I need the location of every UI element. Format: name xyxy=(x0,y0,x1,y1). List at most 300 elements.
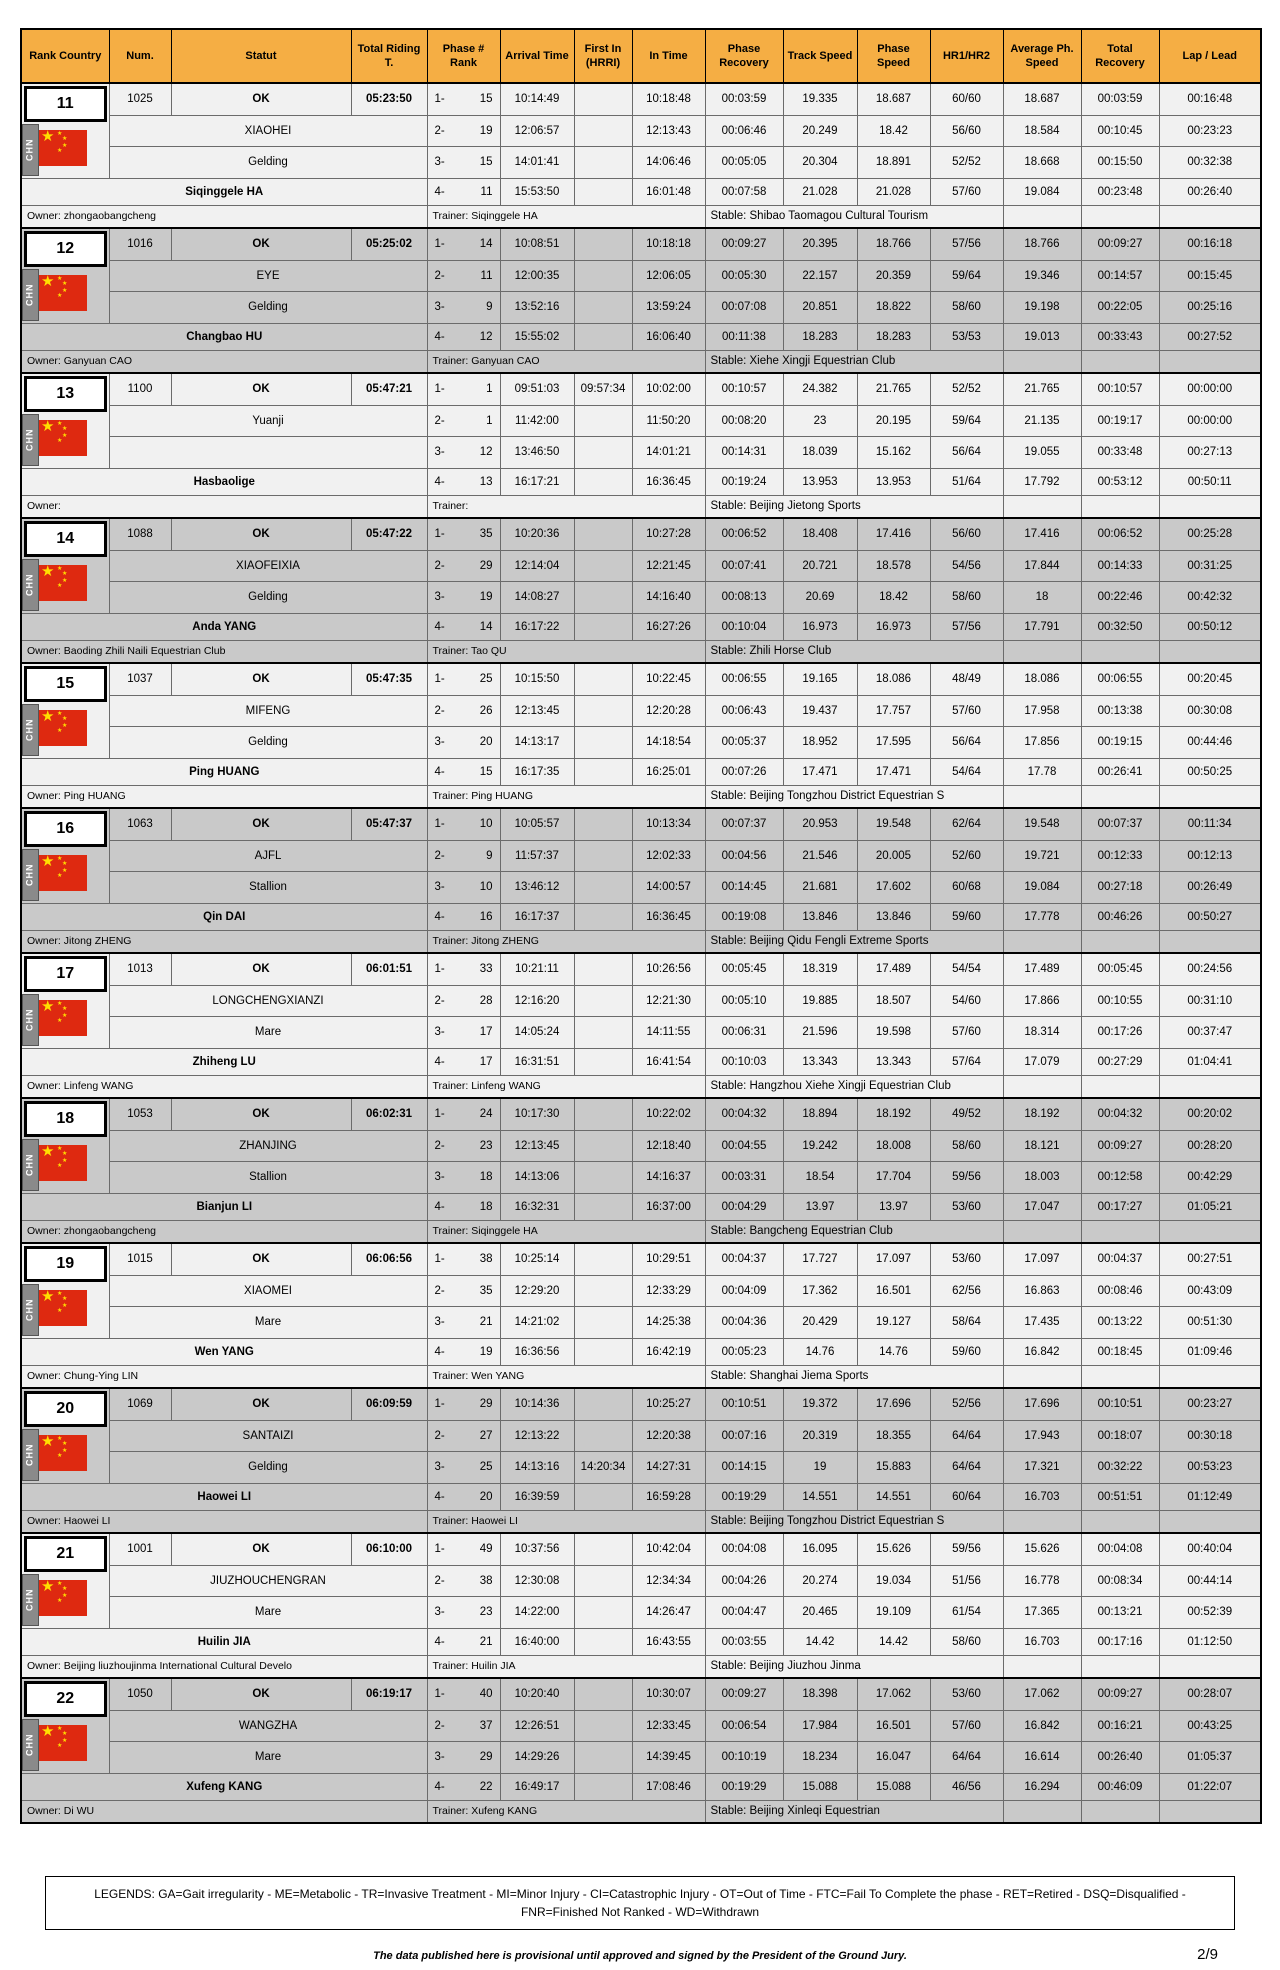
phase-rank: 19 xyxy=(479,1345,493,1358)
horse-gender-cell: Mare xyxy=(109,1597,427,1629)
arrival-time-cell: 10:21:11 xyxy=(500,953,574,985)
total-recovery-cell: 00:27:18 xyxy=(1081,872,1159,904)
first-in-cell xyxy=(574,759,632,786)
trainer-cell: Trainer: Jitong ZHENG xyxy=(427,931,705,954)
flag-star: ★ xyxy=(41,273,55,290)
phase-label: 2- xyxy=(434,1429,445,1442)
track-speed-cell: 18.398 xyxy=(783,1678,857,1710)
phase-speed-cell: 18.355 xyxy=(857,1420,930,1452)
owner-row-empty-cell xyxy=(1003,351,1081,374)
flag-star-small: ★ xyxy=(57,1581,63,1587)
entry-row xyxy=(21,1275,1261,1307)
total-recovery-cell: 00:10:57 xyxy=(1081,373,1159,405)
arrival-time-cell: 12:29:20 xyxy=(500,1275,574,1307)
in-time-cell: 14:11:55 xyxy=(632,1017,705,1049)
owner-row-empty-cell xyxy=(1159,1366,1261,1389)
arrival-time-cell: 14:13:16 xyxy=(500,1452,574,1484)
lap-lead-cell: 00:15:45 xyxy=(1159,260,1261,292)
arrival-time-cell: 16:31:51 xyxy=(500,1049,574,1076)
avg-phase-speed-cell: 17.489 xyxy=(1003,953,1081,985)
phase-label: 3- xyxy=(434,1751,445,1764)
avg-phase-speed-cell: 16.778 xyxy=(1003,1565,1081,1597)
flag-star-small: ★ xyxy=(62,868,68,874)
in-time-cell: 12:20:38 xyxy=(632,1420,705,1452)
avg-phase-speed-cell: 19.721 xyxy=(1003,840,1081,872)
arrival-time-cell: 16:36:56 xyxy=(500,1339,574,1366)
phase-speed-cell: 20.005 xyxy=(857,840,930,872)
flag-star-small: ★ xyxy=(62,861,68,867)
first-in-cell xyxy=(574,1049,632,1076)
hr-cell: 53/60 xyxy=(930,1678,1003,1710)
hr-cell: 53/53 xyxy=(930,324,1003,351)
entry-row xyxy=(21,1098,1261,1130)
country-flag-group xyxy=(22,414,107,466)
lap-lead-cell: 00:30:18 xyxy=(1159,1420,1261,1452)
phase-rank-cell xyxy=(427,1339,500,1366)
in-time-cell: 12:21:45 xyxy=(632,550,705,582)
avg-phase-speed-cell: 18.314 xyxy=(1003,1017,1081,1049)
flag-star-small: ★ xyxy=(57,1436,63,1442)
track-speed-cell: 18.234 xyxy=(783,1742,857,1774)
arrival-time-cell: 16:17:37 xyxy=(500,904,574,931)
phase-label: 4- xyxy=(434,1345,445,1358)
track-speed-cell: 18.039 xyxy=(783,437,857,469)
track-speed-cell: 18.894 xyxy=(783,1098,857,1130)
phase-rank-cell xyxy=(427,405,500,437)
total-riding-time-cell: 06:02:31 xyxy=(351,1098,427,1130)
phase-recovery-cell: 00:07:16 xyxy=(705,1420,783,1452)
owner-row-empty-cell xyxy=(1003,1511,1081,1534)
col-header: Statut xyxy=(171,29,351,83)
phase-speed-cell: 17.471 xyxy=(857,759,930,786)
flag-star: ★ xyxy=(41,1433,55,1450)
rank-number: 22 xyxy=(24,1681,107,1717)
hr-cell: 56/60 xyxy=(930,115,1003,147)
total-recovery-cell: 00:04:32 xyxy=(1081,1098,1159,1130)
phase-rank: 18 xyxy=(479,1200,493,1213)
in-time-cell: 16:37:00 xyxy=(632,1194,705,1221)
phase-speed-cell: 14.42 xyxy=(857,1629,930,1656)
phase-rank: 23 xyxy=(479,1139,493,1152)
entry-row xyxy=(21,1484,1261,1511)
phase-label: 1- xyxy=(434,383,445,396)
avg-phase-speed-cell: 17.062 xyxy=(1003,1678,1081,1710)
phase-rank: 25 xyxy=(479,673,493,686)
phase-label: 1- xyxy=(434,1543,445,1556)
phase-rank: 9 xyxy=(486,301,493,314)
track-speed-cell: 20.465 xyxy=(783,1597,857,1629)
in-time-cell: 10:29:51 xyxy=(632,1243,705,1275)
in-time-cell: 14:18:54 xyxy=(632,727,705,759)
rank-number: 13 xyxy=(24,376,107,412)
hr-cell: 53/60 xyxy=(930,1194,1003,1221)
lap-lead-cell: 00:42:29 xyxy=(1159,1162,1261,1194)
phase-rank: 11 xyxy=(480,185,493,198)
avg-phase-speed-cell: 18.766 xyxy=(1003,228,1081,260)
phase-speed-cell: 17.097 xyxy=(857,1243,930,1275)
phase-rank-cell xyxy=(427,1597,500,1629)
track-speed-cell: 20.319 xyxy=(783,1420,857,1452)
phase-label: 4- xyxy=(434,910,445,923)
phase-recovery-cell: 00:03:59 xyxy=(705,83,783,115)
phase-recovery-cell: 00:04:56 xyxy=(705,840,783,872)
avg-phase-speed-cell: 21.135 xyxy=(1003,405,1081,437)
phase-rank: 21 xyxy=(479,1635,493,1648)
first-in-cell xyxy=(574,260,632,292)
hr-cell: 59/60 xyxy=(930,1339,1003,1366)
phase-label: 2- xyxy=(434,1574,445,1587)
flag-star-small: ★ xyxy=(62,136,68,142)
phase-label: 3- xyxy=(434,1461,445,1474)
first-in-cell xyxy=(574,1388,632,1420)
entry-row xyxy=(21,1076,1261,1099)
flag-star-small: ★ xyxy=(62,1731,68,1737)
lap-lead-cell: 01:04:41 xyxy=(1159,1049,1261,1076)
flag-star-small: ★ xyxy=(62,433,68,439)
first-in-cell: 14:20:34 xyxy=(574,1452,632,1484)
rank-number: 18 xyxy=(24,1101,107,1137)
lap-lead-cell: 00:43:25 xyxy=(1159,1710,1261,1742)
phase-recovery-cell: 00:19:08 xyxy=(705,904,783,931)
flag-star: ★ xyxy=(41,998,55,1015)
phase-label: 2- xyxy=(434,269,445,282)
track-speed-cell: 20.851 xyxy=(783,292,857,324)
arrival-time-cell: 12:16:20 xyxy=(500,985,574,1017)
rider-name-cell: Wen YANG xyxy=(21,1339,427,1366)
entry-row xyxy=(21,872,1261,904)
phase-rank: 29 xyxy=(479,1751,493,1764)
first-in-cell xyxy=(574,1629,632,1656)
phase-label: 3- xyxy=(434,156,445,169)
hr-cell: 59/56 xyxy=(930,1162,1003,1194)
track-speed-cell: 19.885 xyxy=(783,985,857,1017)
phase-label: 3- xyxy=(434,446,445,459)
phase-label: 4- xyxy=(434,1490,445,1503)
first-in-cell xyxy=(574,179,632,206)
phase-rank-cell xyxy=(427,260,500,292)
horse-gender-cell: Mare xyxy=(109,1307,427,1339)
rider-name-cell: Ping HUANG xyxy=(21,759,427,786)
first-in-cell xyxy=(574,405,632,437)
avg-phase-speed-cell: 17.435 xyxy=(1003,1307,1081,1339)
phase-label: 1- xyxy=(434,1253,445,1266)
phase-recovery-cell: 00:10:57 xyxy=(705,373,783,405)
horse-name-cell: XIAOFEIXIA xyxy=(109,550,427,582)
lap-lead-cell: 00:23:23 xyxy=(1159,115,1261,147)
horse-name-cell: MIFENG xyxy=(109,695,427,727)
track-speed-cell: 13.97 xyxy=(783,1194,857,1221)
col-header: Lap / Lead xyxy=(1159,29,1261,83)
flag-star-small: ★ xyxy=(57,583,63,589)
rank-country-cell xyxy=(21,83,109,179)
hr-cell: 49/52 xyxy=(930,1098,1003,1130)
entry-row xyxy=(21,1511,1261,1534)
total-recovery-cell: 00:03:59 xyxy=(1081,83,1159,115)
owner-row-shaded-cell xyxy=(1081,931,1159,954)
entry-row xyxy=(21,405,1261,437)
entry-row xyxy=(21,1130,1261,1162)
hr-cell: 58/60 xyxy=(930,1629,1003,1656)
lap-lead-cell: 00:50:12 xyxy=(1159,614,1261,641)
flag-star-small: ★ xyxy=(57,711,63,717)
horse-name-cell: ZHANJING xyxy=(109,1130,427,1162)
flag-star-small: ★ xyxy=(57,1308,63,1314)
track-speed-cell: 16.095 xyxy=(783,1533,857,1565)
horse-gender-cell: Gelding xyxy=(109,582,427,614)
total-recovery-cell: 00:18:07 xyxy=(1081,1420,1159,1452)
phase-rank: 1 xyxy=(486,383,493,396)
owner-cell: Owner: xyxy=(21,496,427,519)
col-header: Phase # Rank xyxy=(427,29,500,83)
phase-rank: 38 xyxy=(479,1253,493,1266)
owner-row-shaded-cell xyxy=(1081,351,1159,374)
phase-recovery-cell: 00:04:29 xyxy=(705,1194,783,1221)
total-recovery-cell: 00:05:45 xyxy=(1081,953,1159,985)
country-flag-group xyxy=(22,559,107,611)
col-header: Num. xyxy=(109,29,171,83)
track-speed-cell: 14.76 xyxy=(783,1339,857,1366)
phase-recovery-cell: 00:04:26 xyxy=(705,1565,783,1597)
total-recovery-cell: 00:10:55 xyxy=(1081,985,1159,1017)
phase-speed-cell: 13.953 xyxy=(857,469,930,496)
entry-row xyxy=(21,1339,1261,1366)
arrival-time-cell: 14:21:02 xyxy=(500,1307,574,1339)
arrival-time-cell: 10:14:36 xyxy=(500,1388,574,1420)
in-time-cell: 10:22:02 xyxy=(632,1098,705,1130)
in-time-cell: 11:50:20 xyxy=(632,405,705,437)
phase-speed-cell: 13.846 xyxy=(857,904,930,931)
country-flag-group xyxy=(22,1719,107,1771)
country-code-label: CHN xyxy=(22,994,39,1046)
in-time-cell: 10:26:56 xyxy=(632,953,705,985)
phase-label: 4- xyxy=(434,475,445,488)
lap-lead-cell: 00:50:25 xyxy=(1159,759,1261,786)
entry-row xyxy=(21,1801,1261,1824)
total-recovery-cell: 00:14:33 xyxy=(1081,550,1159,582)
phase-rank-cell xyxy=(427,373,500,405)
arrival-time-cell: 10:20:36 xyxy=(500,518,574,550)
phase-rank: 24 xyxy=(479,1108,493,1121)
arrival-time-cell: 16:32:31 xyxy=(500,1194,574,1221)
phase-rank-cell xyxy=(427,1629,500,1656)
phase-label: 1- xyxy=(434,1108,445,1121)
horse-number-cell: 1050 xyxy=(109,1678,171,1710)
total-recovery-cell: 00:13:38 xyxy=(1081,695,1159,727)
entry-row xyxy=(21,1243,1261,1275)
track-speed-cell: 22.157 xyxy=(783,260,857,292)
phase-rank: 40 xyxy=(479,1688,493,1701)
phase-recovery-cell: 00:06:31 xyxy=(705,1017,783,1049)
first-in-cell xyxy=(574,985,632,1017)
lap-lead-cell: 00:30:08 xyxy=(1159,695,1261,727)
phase-rank: 35 xyxy=(479,1284,493,1297)
phase-recovery-cell: 00:11:38 xyxy=(705,324,783,351)
phase-label: 2- xyxy=(434,559,445,572)
total-recovery-cell: 00:18:45 xyxy=(1081,1339,1159,1366)
first-in-cell xyxy=(574,1484,632,1511)
flag-star: ★ xyxy=(41,853,55,870)
phase-speed-cell: 19.548 xyxy=(857,808,930,840)
phase-rank: 13 xyxy=(479,475,493,488)
trainer-cell: Trainer: Linfeng WANG xyxy=(427,1076,705,1099)
in-time-cell: 10:18:48 xyxy=(632,83,705,115)
in-time-cell: 10:02:00 xyxy=(632,373,705,405)
entry-row xyxy=(21,1774,1261,1801)
phase-rank: 12 xyxy=(479,446,493,459)
total-recovery-cell: 00:06:52 xyxy=(1081,518,1159,550)
statut-cell: OK xyxy=(171,1388,351,1420)
phase-rank: 37 xyxy=(479,1719,493,1732)
owner-cell: Owner: zhongaobangcheng xyxy=(21,1221,427,1244)
horse-gender-cell: Stallion xyxy=(109,1162,427,1194)
entry-row xyxy=(21,808,1261,840)
avg-phase-speed-cell: 17.047 xyxy=(1003,1194,1081,1221)
first-in-cell xyxy=(574,1742,632,1774)
horse-name-cell: SANTAIZI xyxy=(109,1420,427,1452)
in-time-cell: 16:06:40 xyxy=(632,324,705,351)
entry-row xyxy=(21,759,1261,786)
china-flag-icon xyxy=(39,710,87,746)
phase-rank-cell xyxy=(427,614,500,641)
arrival-time-cell: 12:14:04 xyxy=(500,550,574,582)
total-riding-time-cell: 06:10:00 xyxy=(351,1533,427,1565)
phase-recovery-cell: 00:05:10 xyxy=(705,985,783,1017)
phase-rank-cell xyxy=(427,115,500,147)
arrival-time-cell: 10:08:51 xyxy=(500,228,574,260)
track-speed-cell: 20.274 xyxy=(783,1565,857,1597)
flag-star-small: ★ xyxy=(57,131,63,137)
entry-row xyxy=(21,228,1261,260)
owner-row-shaded-cell xyxy=(1081,786,1159,809)
avg-phase-speed-cell: 17.958 xyxy=(1003,695,1081,727)
country-flag-group xyxy=(22,124,107,176)
track-speed-cell: 21.681 xyxy=(783,872,857,904)
in-time-cell: 10:27:28 xyxy=(632,518,705,550)
in-time-cell: 16:43:55 xyxy=(632,1629,705,1656)
phase-rank-cell xyxy=(427,1275,500,1307)
arrival-time-cell: 13:46:50 xyxy=(500,437,574,469)
phase-speed-cell: 19.109 xyxy=(857,1597,930,1629)
phase-rank-cell xyxy=(427,1484,500,1511)
phase-speed-cell: 16.501 xyxy=(857,1275,930,1307)
col-header: Phase Speed xyxy=(857,29,930,83)
avg-phase-speed-cell: 19.013 xyxy=(1003,324,1081,351)
owner-row-empty-cell xyxy=(1003,1656,1081,1679)
first-in-cell xyxy=(574,904,632,931)
country-code-label: CHN xyxy=(22,1429,39,1481)
phase-label: 1- xyxy=(434,238,445,251)
total-riding-time-cell: 05:23:50 xyxy=(351,83,427,115)
total-recovery-cell: 00:33:48 xyxy=(1081,437,1159,469)
horse-name-cell: JIUZHOUCHENGRAN xyxy=(109,1565,427,1597)
hr-cell: 54/64 xyxy=(930,759,1003,786)
col-header: First In (HRRI) xyxy=(574,29,632,83)
phase-recovery-cell: 00:10:51 xyxy=(705,1388,783,1420)
col-header: Total Riding T. xyxy=(351,29,427,83)
avg-phase-speed-cell: 17.791 xyxy=(1003,614,1081,641)
total-recovery-cell: 00:53:12 xyxy=(1081,469,1159,496)
total-recovery-cell: 00:12:33 xyxy=(1081,840,1159,872)
track-speed-cell: 20.429 xyxy=(783,1307,857,1339)
entry-row xyxy=(21,786,1261,809)
arrival-time-cell: 16:39:59 xyxy=(500,1484,574,1511)
china-flag-icon xyxy=(39,855,87,891)
phase-rank-cell xyxy=(427,469,500,496)
horse-number-cell: 1100 xyxy=(109,373,171,405)
total-recovery-cell: 00:33:43 xyxy=(1081,324,1159,351)
phase-label: 2- xyxy=(434,414,445,427)
horse-name-cell: EYE xyxy=(109,260,427,292)
hr-cell: 56/64 xyxy=(930,727,1003,759)
entry-row xyxy=(21,437,1261,469)
stable-cell: Stable: Hangzhou Xiehe Xingji Equestrian Club xyxy=(705,1076,1003,1099)
total-recovery-cell: 00:19:17 xyxy=(1081,405,1159,437)
phase-rank: 15 xyxy=(479,93,493,106)
phase-speed-cell: 17.757 xyxy=(857,695,930,727)
total-recovery-cell: 00:46:26 xyxy=(1081,904,1159,931)
phase-recovery-cell: 00:05:30 xyxy=(705,260,783,292)
hr-cell: 62/56 xyxy=(930,1275,1003,1307)
arrival-time-cell: 13:52:16 xyxy=(500,292,574,324)
track-speed-cell: 20.69 xyxy=(783,582,857,614)
owner-row-shaded-cell xyxy=(1081,496,1159,519)
flag-star: ★ xyxy=(41,563,55,580)
country-code-label: CHN xyxy=(22,1139,39,1191)
lap-lead-cell: 00:32:38 xyxy=(1159,147,1261,179)
total-riding-time-cell: 05:47:37 xyxy=(351,808,427,840)
total-recovery-cell: 00:51:51 xyxy=(1081,1484,1159,1511)
total-recovery-cell: 00:46:09 xyxy=(1081,1774,1159,1801)
flag-star-small: ★ xyxy=(62,1441,68,1447)
phase-rank-cell xyxy=(427,550,500,582)
country-code-label: CHN xyxy=(22,414,39,466)
total-recovery-cell: 00:17:16 xyxy=(1081,1629,1159,1656)
flag-star-small: ★ xyxy=(57,1453,63,1459)
statut-cell: OK xyxy=(171,1678,351,1710)
track-speed-cell: 16.973 xyxy=(783,614,857,641)
phase-speed-cell: 14.551 xyxy=(857,1484,930,1511)
china-flag-icon xyxy=(39,1145,87,1181)
phase-label: 1- xyxy=(434,818,445,831)
total-recovery-cell: 00:08:46 xyxy=(1081,1275,1159,1307)
arrival-time-cell: 10:37:56 xyxy=(500,1533,574,1565)
trainer-cell: Trainer: xyxy=(427,496,705,519)
phase-recovery-cell: 00:05:37 xyxy=(705,727,783,759)
owner-row-empty-cell xyxy=(1003,206,1081,229)
phase-label: 3- xyxy=(434,1316,445,1329)
track-speed-cell: 19.437 xyxy=(783,695,857,727)
lap-lead-cell: 00:28:20 xyxy=(1159,1130,1261,1162)
lap-lead-cell: 00:52:39 xyxy=(1159,1597,1261,1629)
lap-lead-cell: 00:37:47 xyxy=(1159,1017,1261,1049)
arrival-time-cell: 14:05:24 xyxy=(500,1017,574,1049)
rider-name-cell: Qin DAI xyxy=(21,904,427,931)
owner-row-shaded-cell xyxy=(1081,1366,1159,1389)
phase-recovery-cell: 00:04:37 xyxy=(705,1243,783,1275)
first-in-cell: 09:57:34 xyxy=(574,373,632,405)
china-flag-icon xyxy=(39,1290,87,1326)
phase-label: 3- xyxy=(434,881,445,894)
flag-star-small: ★ xyxy=(57,1743,63,1749)
phase-label: 4- xyxy=(434,1055,445,1068)
phase-rank-cell xyxy=(427,179,500,206)
hr-cell: 58/64 xyxy=(930,1307,1003,1339)
phase-recovery-cell: 00:09:27 xyxy=(705,1678,783,1710)
arrival-time-cell: 12:00:35 xyxy=(500,260,574,292)
flag-star-small: ★ xyxy=(57,1018,63,1024)
entry-row xyxy=(21,727,1261,759)
phase-label: 3- xyxy=(434,736,445,749)
